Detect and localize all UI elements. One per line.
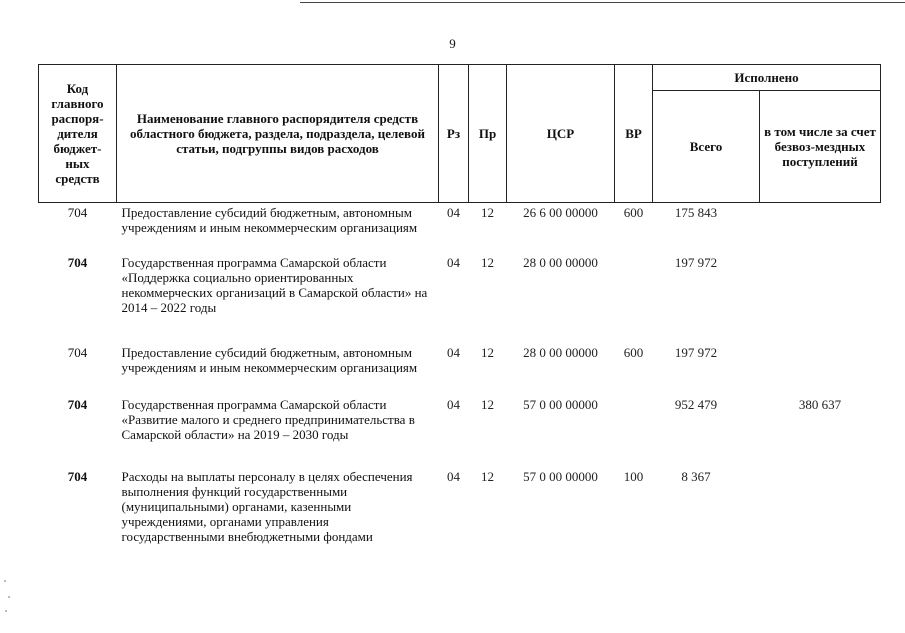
cell-total: 197 972 [674, 344, 718, 360]
header-pr: Пр [469, 65, 507, 203]
header-rz: Рз [439, 65, 469, 203]
cell-name: Государственная программа Самарской области «Поддержка социально ориентированных некоммерческих организаций в Самарской области» на 2014 – 2022 годы [121, 254, 428, 315]
cell-name: Расходы на выплаты персоналу в целях обеспечения выполнения функций государственными (муниципальными) органами, казенными учреждениями, органами управления государственными внебюджетными фондами [121, 468, 413, 544]
cell-pr: 12 [481, 205, 494, 220]
page-number: 9 [449, 36, 456, 51]
scan-speck [4, 580, 6, 582]
cell-code: 704 [67, 396, 88, 412]
header-total: Всего [653, 91, 760, 203]
cell-total: 952 479 [674, 396, 718, 412]
cell-rz: 04 [447, 468, 460, 484]
table-row [39, 203, 881, 255]
table-row [39, 345, 881, 397]
table-row [39, 397, 881, 469]
cell-name: Предоставление субсидий бюджетным, автономным учреждениям и иным некоммерческим организациям [121, 344, 418, 375]
cell-pr: 12 [481, 468, 494, 484]
cell-code: 704 [67, 468, 88, 484]
cell-csr: 28 0 00 00000 [523, 344, 598, 360]
cell-vr: 600 [623, 344, 644, 360]
cell-free [760, 203, 881, 255]
cell-vr: 600 [623, 205, 644, 220]
header-code: Код главного распоря-дителя бюджет-ных средств [39, 65, 117, 203]
table-row [39, 469, 881, 569]
cell-free: 380 637 [798, 396, 842, 412]
cell-rz: 04 [447, 396, 460, 412]
cell-pr: 12 [481, 254, 494, 270]
cell-free [760, 345, 881, 397]
header-free: в том числе за счет безвоз-мездных поступлений [760, 91, 881, 203]
scan-speck [5, 610, 7, 612]
cell-rz: 04 [447, 205, 460, 220]
cell-name: Государственная программа Самарской области «Развитие малого и среднего предпринимательства в Самарской области» на 2019 – 2030 годы [121, 396, 415, 442]
cell-code: 704 [67, 344, 88, 360]
table-body [39, 203, 881, 569]
header-csr: ЦСР [507, 65, 615, 203]
cell-csr: 57 0 00 00000 [523, 468, 598, 484]
cell-free [760, 469, 881, 569]
cell-total: 175 843 [674, 205, 718, 220]
table-header [39, 65, 881, 203]
cell-vr: 100 [623, 468, 644, 484]
cell-free [760, 255, 881, 345]
header-vr: ВР [615, 65, 653, 203]
cell-total: 8 367 [681, 468, 711, 484]
cell-csr: 26 6 00 00000 [523, 205, 598, 220]
cell-pr: 12 [481, 344, 494, 360]
cell-code: 704 [67, 254, 88, 270]
cell-total: 197 972 [674, 254, 718, 270]
cell-csr: 57 0 00 00000 [523, 396, 598, 412]
cell-vr [615, 397, 653, 469]
cell-pr: 12 [481, 396, 494, 412]
header-executed: Исполнено [653, 65, 881, 91]
table-row [39, 255, 881, 345]
cell-name: Предоставление субсидий бюджетным, автономным учреждениям и иным некоммерческим организациям [121, 205, 418, 235]
scan-speck [8, 596, 10, 598]
cell-vr [615, 255, 653, 345]
cell-rz: 04 [447, 344, 460, 360]
top-rule [300, 2, 905, 3]
budget-table [38, 64, 881, 569]
cell-rz: 04 [447, 254, 460, 270]
header-name: Наименование главного распорядителя средств областного бюджета, раздела, подраздела, целевой статьи, подгруппы видов расходов [117, 65, 439, 203]
cell-csr: 28 0 00 00000 [523, 254, 598, 270]
cell-code: 704 [67, 205, 88, 220]
